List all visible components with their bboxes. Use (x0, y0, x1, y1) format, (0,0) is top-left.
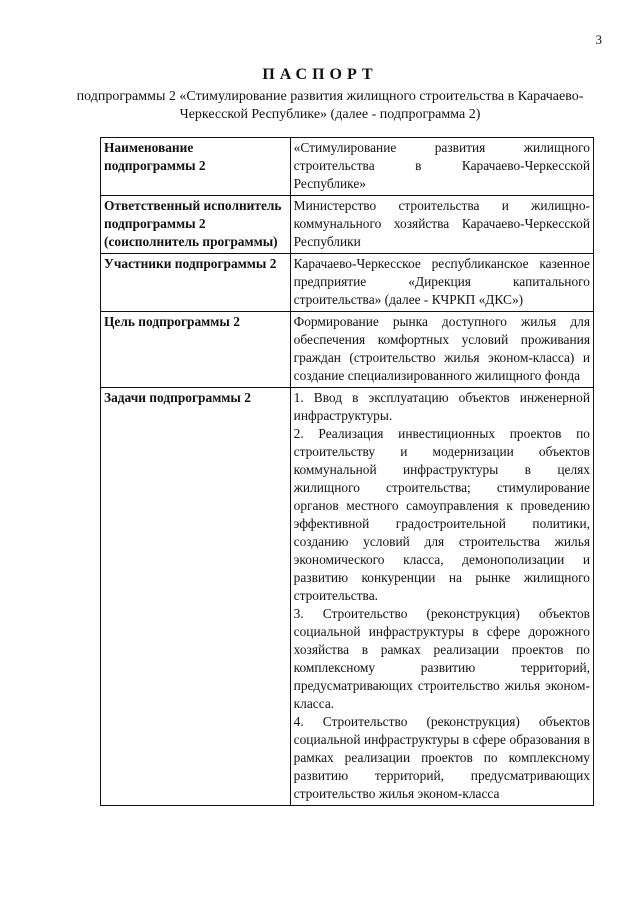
task-item: 1. Ввод в эксплуатацию объектов инженерной инфраструктуры. (293, 390, 590, 423)
row-value (290, 196, 593, 254)
table-row (101, 254, 594, 312)
table-row (101, 138, 594, 196)
row-label: Задачи подпрограммы 2 (101, 388, 291, 806)
row-label: Ответственный исполнитель подпрограммы 2 (соисполнитель программы) (101, 196, 291, 254)
table-row (101, 312, 594, 388)
value-paragraph: Министерство строительства и жилищно-коммунального хозяйства Карачаево-Черкесской Республики (293, 198, 590, 249)
row-value (290, 254, 593, 312)
row-label: Цель подпрограммы 2 (101, 312, 291, 388)
value-paragraph: «Стимулирование развития жилищного строительства в Карачаево-Черкесской Республике» (293, 140, 590, 191)
row-value (290, 138, 593, 196)
row-value (290, 388, 593, 806)
task-item: 3. Строительство (реконструкция) объектов социальной инфраструктуры в сфере дорожного хозяйства в рамках реализации проектов по комплексному развитию территорий, предусматривающих строительство жилья эконом-класса. (293, 606, 590, 711)
row-label: Участники подпрограммы 2 (101, 254, 291, 312)
task-item: 2. Реализация инвестиционных проектов по строительству и модернизации объектов коммунальной инфраструктуры в целях жилищного строительства; стимулирование органов местного самоуправления к проведению эффективной градостроительной политики, созданию условий для строительства жилья экономического класса, демонополизации и развитию конкуренции на рынке жилищного строительства. (293, 426, 590, 603)
value-paragraph: Карачаево-Черкесское республиканское казенное предприятие «Дирекция капитального строительства» (далее - КЧРКП «ДКС») (293, 256, 590, 307)
document-subtitle: подпрограммы 2 «Стимулирование развития жилищного строительства в Карачаево-Черкесской Республике» (далее - подпрограмма 2) (76, 89, 584, 122)
table-row (101, 196, 594, 254)
value-paragraph: Формирование рынка доступного жилья для обеспечения комфортных условий проживания граждан (строительство жилья эконом-класса) и создание специализированного жилищного фонда (293, 314, 590, 383)
task-item: 4. Строительство (реконструкция) объектов социальной инфраструктуры в сфере образования в рамках реализации проектов по комплексному развитию территорий, предусматривающих строительство жилья эконом-класса (293, 714, 590, 801)
row-label: Наименование подпрограммы 2 (101, 138, 291, 196)
row-value (290, 312, 593, 388)
document-title: ПАСПОРТ (262, 66, 378, 83)
table-row (101, 388, 594, 806)
page-number: 3 (595, 32, 602, 47)
passport-table (100, 137, 594, 806)
